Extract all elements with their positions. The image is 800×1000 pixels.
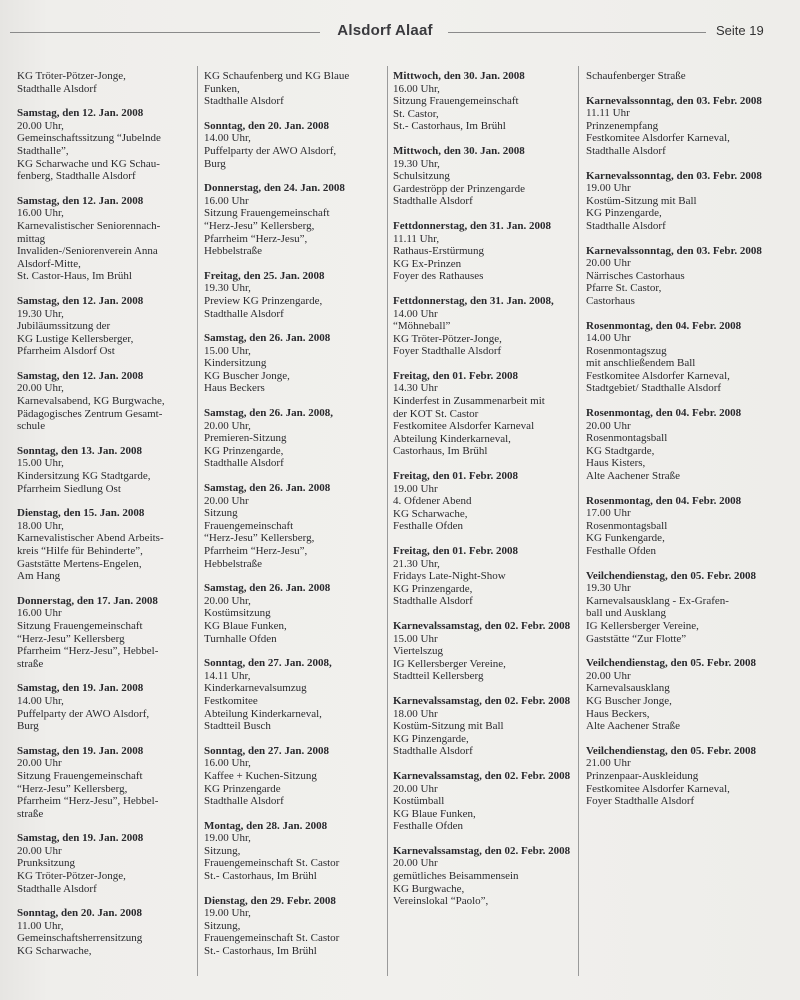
event-line: St.- Castorhaus, Im Brühl [204, 945, 317, 958]
event-line: 20.00 Uhr [586, 257, 631, 270]
event-date: Mittwoch, den 30. Jan. 2008 [393, 144, 525, 157]
event-entry [586, 657, 786, 733]
event-line: Sitzung Frauengemeinschaft [393, 95, 519, 108]
event-line: Pfarrheim Alsdorf Ost [17, 345, 115, 358]
event-date: Samstag, den 26. Jan. 2008 [204, 332, 331, 345]
event-line: mit anschließendem Ball [586, 357, 696, 370]
event-date: Freitag, den 01. Febr. 2008 [393, 470, 518, 483]
event-entry [17, 445, 203, 495]
event-line: Festkomitee Alsdorfer Karneval, [586, 369, 730, 382]
event-line: Kindersitzung KG Stadtgarde, [17, 470, 151, 483]
event-line: Festkomitee Alsdorfer Karneval, [586, 782, 730, 795]
event-entry [17, 907, 203, 957]
event-date: Samstag, den 12. Jan. 2008 [17, 369, 144, 382]
event-line: St.- Castorhaus, Im Brühl [204, 870, 317, 883]
event-line: Gardeströpp der Prinzengarde [393, 182, 525, 195]
event-entry [393, 470, 579, 533]
event-date: Dienstag, den 29. Febr. 2008 [204, 894, 336, 907]
event-entry [17, 507, 203, 583]
event-line: Alte Aachener Straße [586, 470, 681, 483]
event-line: Pfarrheim “Herz-Jesu”, [204, 232, 308, 245]
event-line: Burg [17, 720, 39, 733]
event-date: Samstag, den 19. Jan. 2008 [17, 832, 144, 845]
event-line: Am Hang [17, 570, 61, 583]
event-line: Karnevalistischer Abend Arbeits- [17, 532, 164, 545]
event-line: 14.00 Uhr [393, 307, 438, 320]
event-line: Karnevalsabend, KG Burgwache, [17, 395, 165, 408]
event-line: Gaststätte Mertens-Engelen, [17, 557, 142, 570]
event-line: Alte Aachener Straße [586, 720, 681, 733]
event-line: 15.00 Uhr, [17, 457, 64, 470]
event-line: kreis “Hilfe für Behinderte”, [17, 545, 143, 557]
event-line: Festkomitee [204, 694, 258, 707]
event-line: Puffelparty der AWO Alsdorf, [17, 707, 150, 720]
event-entry [17, 370, 203, 433]
event-line: Sitzung Frauengemeinschaft [17, 769, 143, 782]
event-line: 18.00 Uhr [393, 707, 438, 720]
event-line: 19.30 Uhr, [393, 157, 440, 170]
event-date: Rosenmontag, den 04. Febr. 2008 [586, 407, 742, 420]
event-date: Samstag, den 12. Jan. 2008 [17, 194, 144, 207]
event-entry [393, 545, 579, 608]
event-date: Freitag, den 25. Jan. 2008 [204, 269, 325, 282]
event-entry [17, 595, 203, 671]
event-line: Vereinslokal “Paolo”, [393, 895, 489, 908]
event-line: Abteilung Kinderkarneval, [393, 432, 511, 445]
event-line: KG Scharwache, [17, 945, 92, 958]
header-title: Alsdorf Alaaf [337, 22, 433, 39]
event-line: 15.00 Uhr [393, 632, 438, 645]
event-line: Stadthalle Alsdorf [204, 457, 284, 470]
event-date: Samstag, den 19. Jan. 2008 [17, 682, 144, 695]
event-entry [204, 482, 390, 570]
event-line: Preview KG Prinzengarde, [204, 294, 323, 307]
event-line: 11.11 Uhr [586, 107, 630, 120]
event-entry [586, 70, 786, 83]
event-line: Fridays Late-Night-Show [393, 570, 506, 583]
event-line: 19.30 Uhr [586, 582, 631, 595]
event-line: KG Pinzengarde, [586, 207, 662, 220]
header-rule-left [10, 32, 320, 33]
event-line: Gemeinschaftsherrensitzung [17, 932, 143, 945]
event-date: Sonntag, den 20. Jan. 2008 [17, 907, 143, 920]
event-line: 19.00 Uhr, [204, 907, 251, 920]
event-line: Kindersitzung [204, 357, 267, 370]
event-date: Sonntag, den 20. Jan. 2008 [204, 119, 330, 132]
event-line: ball und Ausklang [586, 607, 667, 620]
event-line: Viertelszug [393, 645, 444, 658]
event-entry [586, 570, 786, 646]
event-line: 20.00 Uhr, [17, 382, 64, 395]
header-rule-right [448, 32, 706, 33]
event-entry [586, 95, 786, 158]
event-date: Freitag, den 01. Febr. 2008 [393, 545, 518, 557]
event-line: Karnevalsausklang [586, 682, 670, 695]
event-date: Rosenmontag, den 04. Febr. 2008 [586, 319, 742, 332]
event-entry [204, 70, 390, 108]
event-line: 19.30 Uhr, [17, 307, 64, 320]
event-line: Festhalle Ofden [586, 545, 656, 557]
event-line: KG Ex-Prinzen [393, 257, 462, 270]
event-line: Prinzenempfang [586, 119, 659, 132]
event-line: 20.00 Uhr [393, 857, 438, 870]
event-line: 14.00 Uhr [586, 332, 631, 345]
event-entry [204, 270, 390, 320]
event-line: 20.00 Uhr, [204, 419, 251, 432]
event-date: Fettdonnerstag, den 31. Jan. 2008 [393, 219, 551, 232]
event-entry [204, 895, 390, 958]
event-line: Stadtteil Busch [204, 720, 271, 733]
event-line: 16.00 Uhr, [393, 82, 440, 95]
event-line: Rosenmontagsball [586, 519, 668, 532]
event-date: Dienstag, den 15. Jan. 2008 [17, 507, 145, 520]
event-entry [204, 582, 390, 645]
event-entry [393, 370, 579, 458]
event-line: IG Kellersberger Vereine, [393, 657, 506, 670]
event-line: Frauengemeinschaft St. Castor [204, 857, 340, 870]
event-line: Festhalle Ofden [393, 520, 463, 533]
event-line: Stadthalle Alsdorf [17, 82, 97, 95]
column-2 [204, 70, 390, 970]
event-line: IG Kellersberger Vereine, [586, 619, 699, 632]
event-line: 21.00 Uhr [586, 757, 631, 770]
event-line: straße [17, 657, 44, 670]
event-line: Foyer Stadthalle Alsdorf [586, 795, 695, 808]
event-line: Rathaus-Erstürmung [393, 245, 485, 258]
event-line: KG Buscher Jonge, [586, 694, 672, 707]
event-line: Turnhalle Ofden [204, 632, 277, 645]
event-line: Haus Kisters, [586, 457, 646, 470]
event-line: KG Lustige Kellersberger, [17, 332, 134, 345]
event-line: schule [17, 420, 46, 433]
event-line: 20.00 Uhr [17, 757, 62, 770]
event-entry [204, 745, 390, 808]
event-line: Schulsitzung [393, 170, 450, 183]
event-line: Stadthalle Alsdorf [393, 745, 473, 758]
event-date: Karnevalssamstag, den 02. Febr. 2008 [393, 844, 571, 857]
event-line: Castorhaus [586, 294, 635, 307]
event-date: Sonntag, den 27. Jan. 2008, [204, 657, 332, 670]
event-line: Pfarre St. Castor, [586, 282, 662, 295]
event-line: Frauengemeinschaft St. Castor [204, 932, 340, 945]
event-line: KG Prinzengarde [204, 782, 281, 795]
event-line: KG Blaue Funken, [393, 807, 476, 820]
event-entry [393, 220, 579, 283]
event-line: Kinderfest in Zusammenarbeit mit [393, 395, 545, 408]
event-entry [586, 495, 786, 558]
event-entry [393, 295, 579, 358]
event-date: Karnevalssamstag, den 02. Febr. 2008 [393, 694, 571, 707]
event-entry [17, 745, 203, 821]
event-line: straße [17, 807, 44, 820]
event-line: Invaliden-/Seniorenverein Anna [17, 245, 158, 258]
event-entry [393, 145, 579, 208]
event-line: Stadthalle Alsdorf [393, 195, 473, 208]
event-date: Donnerstag, den 24. Jan. 2008 [204, 182, 345, 195]
event-line: Stadthalle Alsdorf [204, 95, 284, 108]
event-entry [17, 195, 203, 283]
event-entry [204, 182, 390, 258]
event-entry [586, 320, 786, 396]
event-date: Fettdonnerstag, den 31. Jan. 2008, [393, 294, 554, 307]
event-entry [393, 695, 579, 758]
event-line: KG Tröter-Pötzer-Jonge, [393, 332, 502, 345]
event-entry [393, 770, 579, 833]
event-line: 15.00 Uhr, [204, 344, 251, 357]
event-line: Kostümsitzung [204, 607, 271, 620]
event-line: KG Blaue Funken, [204, 619, 287, 632]
event-line: 21.30 Uhr, [393, 557, 440, 570]
event-line: “Herz-Jesu” Kellersberg, [17, 782, 128, 795]
event-line: KG Scharwache und KG Schau- [17, 157, 160, 170]
event-date: Karnevalssonntag, den 03. Febr. 2008 [586, 169, 762, 182]
event-date: Samstag, den 12. Jan. 2008 [17, 107, 144, 120]
event-line: Kostümball [393, 795, 445, 808]
event-entry [17, 107, 203, 183]
event-line: St.- Castorhaus, Im Brühl [393, 120, 506, 133]
event-line: Prunksitzung [17, 857, 76, 870]
event-line: 20.00 Uhr, [204, 594, 251, 607]
event-entry [204, 407, 390, 470]
event-date: Sonntag, den 27. Jan. 2008 [204, 744, 330, 757]
event-line: Kinderkarnevalsumzug [204, 682, 307, 695]
event-line: Foyer des Rathauses [393, 270, 484, 283]
event-entry [393, 70, 579, 133]
event-line: Burg [204, 157, 226, 170]
event-line: KG Funkengarde, [586, 532, 665, 545]
event-line: Premieren-Sitzung [204, 432, 287, 445]
event-line: 16.00 Uhr [17, 607, 62, 620]
event-entry [204, 820, 390, 883]
event-line: KG Tröter-Pötzer-Jonge, [17, 70, 126, 82]
event-line: 20.00 Uhr, [17, 119, 64, 132]
event-line: Karnevalistischer Seniorennach- [17, 219, 161, 232]
event-date: Veilchendienstag, den 05. Febr. 2008 [586, 744, 757, 757]
event-date: Veilchendienstag, den 05. Febr. 2008 [586, 569, 757, 582]
event-line: “Herz-Jesu” Kellersberg, [204, 219, 315, 232]
event-line: 19.30 Uhr, [204, 282, 251, 295]
event-date: Sonntag, den 13. Jan. 2008 [17, 444, 143, 457]
event-line: fenberg, Stadthalle Alsdorf [17, 170, 136, 183]
event-line: Sitzung [204, 507, 238, 520]
event-line: Pfarrheim “Herz-Jesu”, [204, 545, 308, 557]
event-line: 20.00 Uhr [393, 782, 438, 795]
event-line: Kostüm-Sitzung mit Ball [586, 194, 697, 207]
event-line: “Herz-Jesu” Kellersberg [17, 632, 125, 645]
event-date: Veilchendienstag, den 05. Febr. 2008 [586, 657, 757, 670]
event-line: Castorhaus, Im Brühl [393, 445, 488, 458]
column-1 [17, 70, 203, 970]
event-entry [17, 295, 203, 358]
event-line: Haus Beckers [204, 382, 265, 395]
page-header [10, 22, 790, 44]
event-line: 20.00 Uhr [204, 494, 249, 507]
event-line: 19.00 Uhr [586, 182, 631, 195]
event-date: Karnevalssonntag, den 03. Febr. 2008 [586, 94, 762, 107]
event-line: Festhalle Ofden [393, 820, 463, 833]
event-line: Stadthalle Alsdorf [204, 307, 284, 320]
event-line: 17.00 Uhr [586, 507, 631, 520]
event-date: Samstag, den 12. Jan. 2008 [17, 294, 144, 307]
event-date: Samstag, den 26. Jan. 2008, [204, 407, 333, 420]
event-date: Donnerstag, den 17. Jan. 2008 [17, 594, 158, 607]
event-line: Jubiläumssitzung der [17, 320, 111, 333]
event-line: 20.00 Uhr [17, 844, 62, 857]
event-line: gemütliches Beisammensein [393, 870, 519, 883]
event-line: 11.11 Uhr, [393, 232, 440, 245]
event-date: Rosenmontag, den 04. Febr. 2008 [586, 494, 742, 507]
event-line: Sitzung Frauengemeinschaft [17, 619, 143, 632]
event-line: KG Stadtgarde, [586, 444, 655, 457]
page-number: Seite 19 [716, 23, 764, 38]
column-3 [393, 70, 579, 920]
event-line: KG Tröter-Pötzer-Jonge, [17, 870, 126, 883]
event-date: Samstag, den 26. Jan. 2008 [204, 482, 331, 495]
event-line: Sitzung, [204, 844, 241, 857]
event-line: St. Castor-Haus, Im Brühl [17, 270, 132, 283]
event-entry [586, 745, 786, 808]
event-line: 16.00 Uhr, [17, 207, 64, 220]
event-line: Festkomitee Alsdorfer Karneval [393, 420, 535, 433]
event-line: Närrisches Castorhaus [586, 269, 685, 282]
event-line: Kostüm-Sitzung mit Ball [393, 720, 504, 733]
event-line: Pfarrheim “Herz-Jesu”, Hebbel- [17, 645, 159, 658]
event-line: “Möhneball” [393, 320, 451, 333]
event-line: St. Castor, [393, 107, 439, 120]
event-line: 16.00 Uhr [204, 194, 249, 207]
event-entry [204, 120, 390, 170]
event-date: Karnevalssamstag, den 02. Febr. 2008 [393, 769, 571, 782]
event-line: 19.00 Uhr, [204, 832, 251, 845]
event-line: Karnevalsausklang - Ex-Grafen- [586, 594, 729, 607]
event-line: Stadthalle Alsdorf [17, 882, 97, 895]
event-line: Sitzung, [204, 919, 241, 932]
event-line: KG Burgwache, [393, 882, 465, 895]
event-line: 14.00 Uhr, [204, 132, 251, 145]
event-entry [17, 682, 203, 732]
event-line: Gaststätte “Zur Flotte” [586, 632, 687, 645]
event-line: Frauengemeinschaft [204, 519, 294, 532]
event-line: Stadtgebiet/ Stadthalle Alsdorf [586, 382, 722, 395]
event-line: Stadthalle”, [17, 144, 69, 157]
event-entry [393, 845, 579, 908]
event-line: Abteilung Kinderkarneval, [204, 707, 322, 720]
event-entry [586, 407, 786, 483]
event-line: der KOT St. Castor [393, 407, 479, 420]
event-line: Stadthalle Alsdorf [204, 795, 284, 808]
event-line: Pfarrheim Siedlung Ost [17, 482, 121, 495]
event-line: Foyer Stadthalle Alsdorf [393, 345, 502, 358]
event-line: Funken, [204, 82, 240, 95]
event-line: Rosenmontagsball [586, 432, 668, 445]
event-entry [586, 245, 786, 308]
event-date: Karnevalssonntag, den 03. Febr. 2008 [586, 244, 762, 257]
event-line: KG Scharwache, [393, 507, 468, 520]
event-line: mittag [17, 232, 46, 245]
event-line: Rosenmontagszug [586, 344, 667, 357]
event-line: Pädagogisches Zentrum Gesamt- [17, 407, 163, 420]
event-line: 14.11 Uhr, [204, 669, 251, 682]
event-line: KG Prinzengarde, [204, 444, 284, 457]
event-date: Mittwoch, den 30. Jan. 2008 [393, 70, 525, 82]
event-line: Puffelparty der AWO Alsdorf, [204, 144, 337, 157]
event-line: Stadtteil Kellersberg [393, 670, 484, 683]
event-line: 20.00 Uhr [586, 669, 631, 682]
event-line: Stadthalle Alsdorf [586, 144, 666, 157]
event-entry [17, 70, 203, 95]
event-line: Prinzenpaar-Auskleidung [586, 769, 699, 782]
event-line: KG Prinzengarde, [393, 582, 473, 595]
event-entry [204, 657, 390, 733]
event-line: Gemeinschaftssitzung “Jubelnde [17, 132, 161, 145]
event-date: Montag, den 28. Jan. 2008 [204, 819, 328, 832]
event-line: Haus Beckers, [586, 707, 650, 720]
event-line: 19.00 Uhr [393, 482, 438, 495]
event-line: Stadthalle Alsdorf [586, 219, 666, 232]
event-date: Samstag, den 26. Jan. 2008 [204, 582, 331, 595]
event-line: “Herz-Jesu” Kellersberg, [204, 532, 315, 545]
event-line: Festkomitee Alsdorfer Karneval, [586, 132, 730, 145]
event-line: Alsdorf-Mitte, [17, 257, 81, 270]
event-line: 16.00 Uhr, [204, 757, 251, 770]
event-line: Stadthalle Alsdorf [393, 595, 473, 608]
event-line: Kaffee + Kuchen-Sitzung [204, 769, 317, 782]
event-line: Hebbelstraße [204, 557, 263, 570]
event-line: 11.00 Uhr, [17, 919, 64, 932]
event-entry [204, 332, 390, 395]
event-line: KG Schaufenberg und KG Blaue [204, 70, 350, 82]
event-line: 14.30 Uhr [393, 382, 438, 395]
event-date: Karnevalssamstag, den 02. Febr. 2008 [393, 619, 571, 632]
column-4 [586, 70, 786, 820]
event-date: Samstag, den 19. Jan. 2008 [17, 744, 144, 757]
event-line: 20.00 Uhr [586, 419, 631, 432]
event-date: Freitag, den 01. Febr. 2008 [393, 369, 518, 382]
event-line: Schaufenberger Straße [586, 70, 686, 82]
event-entry [393, 620, 579, 683]
event-line: KG Buscher Jonge, [204, 369, 290, 382]
event-line: Hebbelstraße [204, 245, 263, 258]
event-entry [17, 832, 203, 895]
event-line: 18.00 Uhr, [17, 519, 64, 532]
event-entry [586, 170, 786, 233]
event-line: 4. Ofdener Abend [393, 495, 472, 508]
event-line: Sitzung Frauengemeinschaft [204, 207, 330, 220]
event-line: 14.00 Uhr, [17, 694, 64, 707]
event-line: KG Pinzengarde, [393, 732, 469, 745]
event-line: Pfarrheim “Herz-Jesu”, Hebbel- [17, 795, 159, 808]
